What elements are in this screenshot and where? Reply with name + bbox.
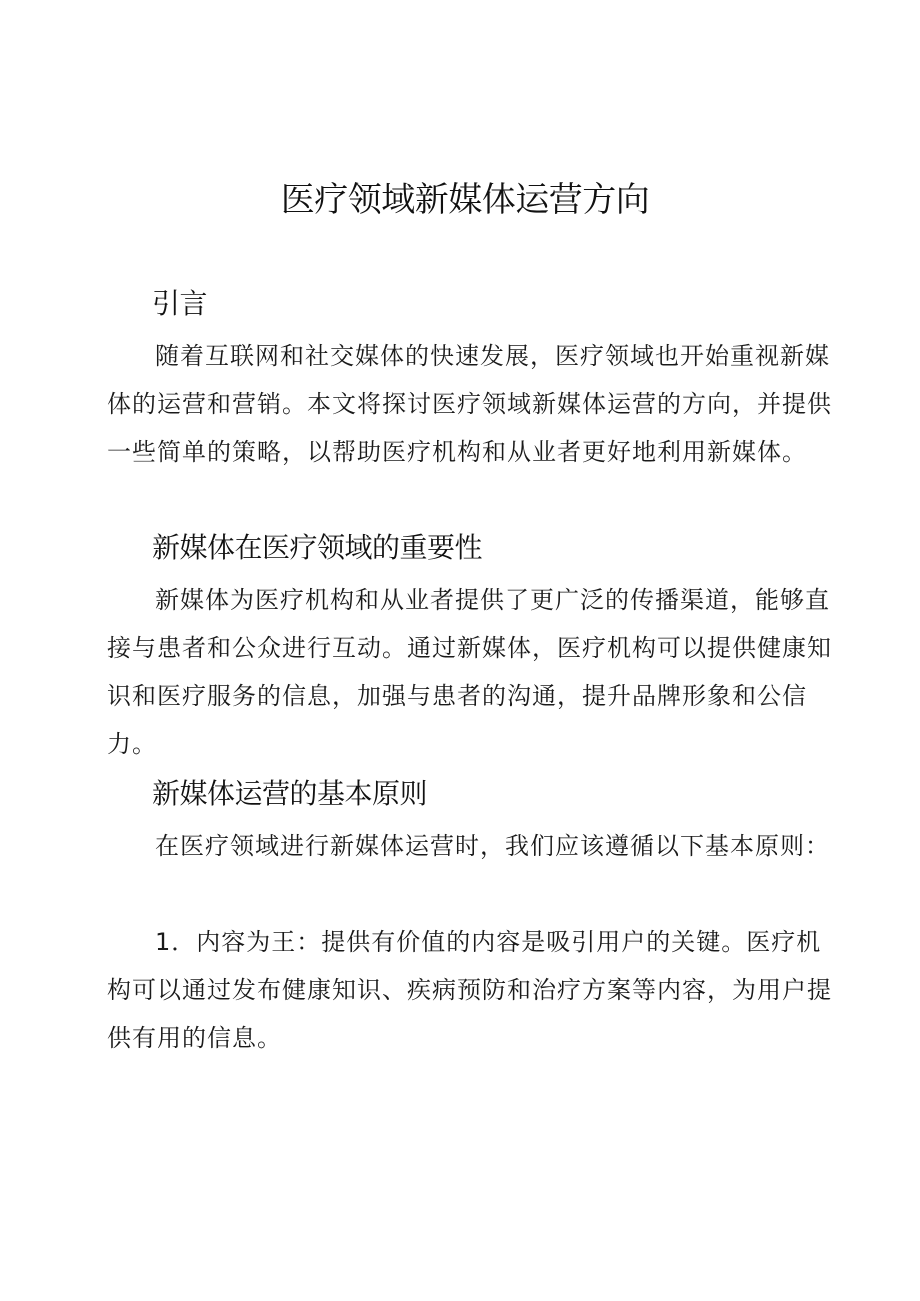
- principle-list-item: 1．内容为王：提供有价值的内容是吸引用户的关键。医疗机构可以通过发布健康知识、疾病预防和治疗方案等内容，为用户提供有用的信息。: [107, 928, 832, 1052]
- section-heading-introduction: 引言: [152, 287, 208, 320]
- section-paragraph-introduction: 随着互联网和社交媒体的快速发展，医疗领域也开始重视新媒体的运营和营销。本文将探讨医疗领域新媒体运营的方向，并提供一些简单的策略，以帮助医疗机构和从业者更好地利用新媒体。: [107, 342, 832, 466]
- section-paragraph-principles: 在医疗领域进行新媒体运营时，我们应该遵循以下基本原则：: [155, 832, 830, 860]
- section-paragraph-importance: 新媒体为医疗机构和从业者提供了更广泛的传播渠道，能够直接与患者和公众进行互动。通过新媒体，医疗机构可以提供健康知识和医疗服务的信息，加强与患者的沟通，提升品牌形象和公信力。: [107, 586, 832, 758]
- section-heading-principles: 新媒体运营的基本原则: [152, 777, 428, 810]
- section-heading-importance: 新媒体在医疗领域的重要性: [152, 531, 483, 564]
- document-title: 医疗领域新媒体运营方向: [280, 180, 650, 220]
